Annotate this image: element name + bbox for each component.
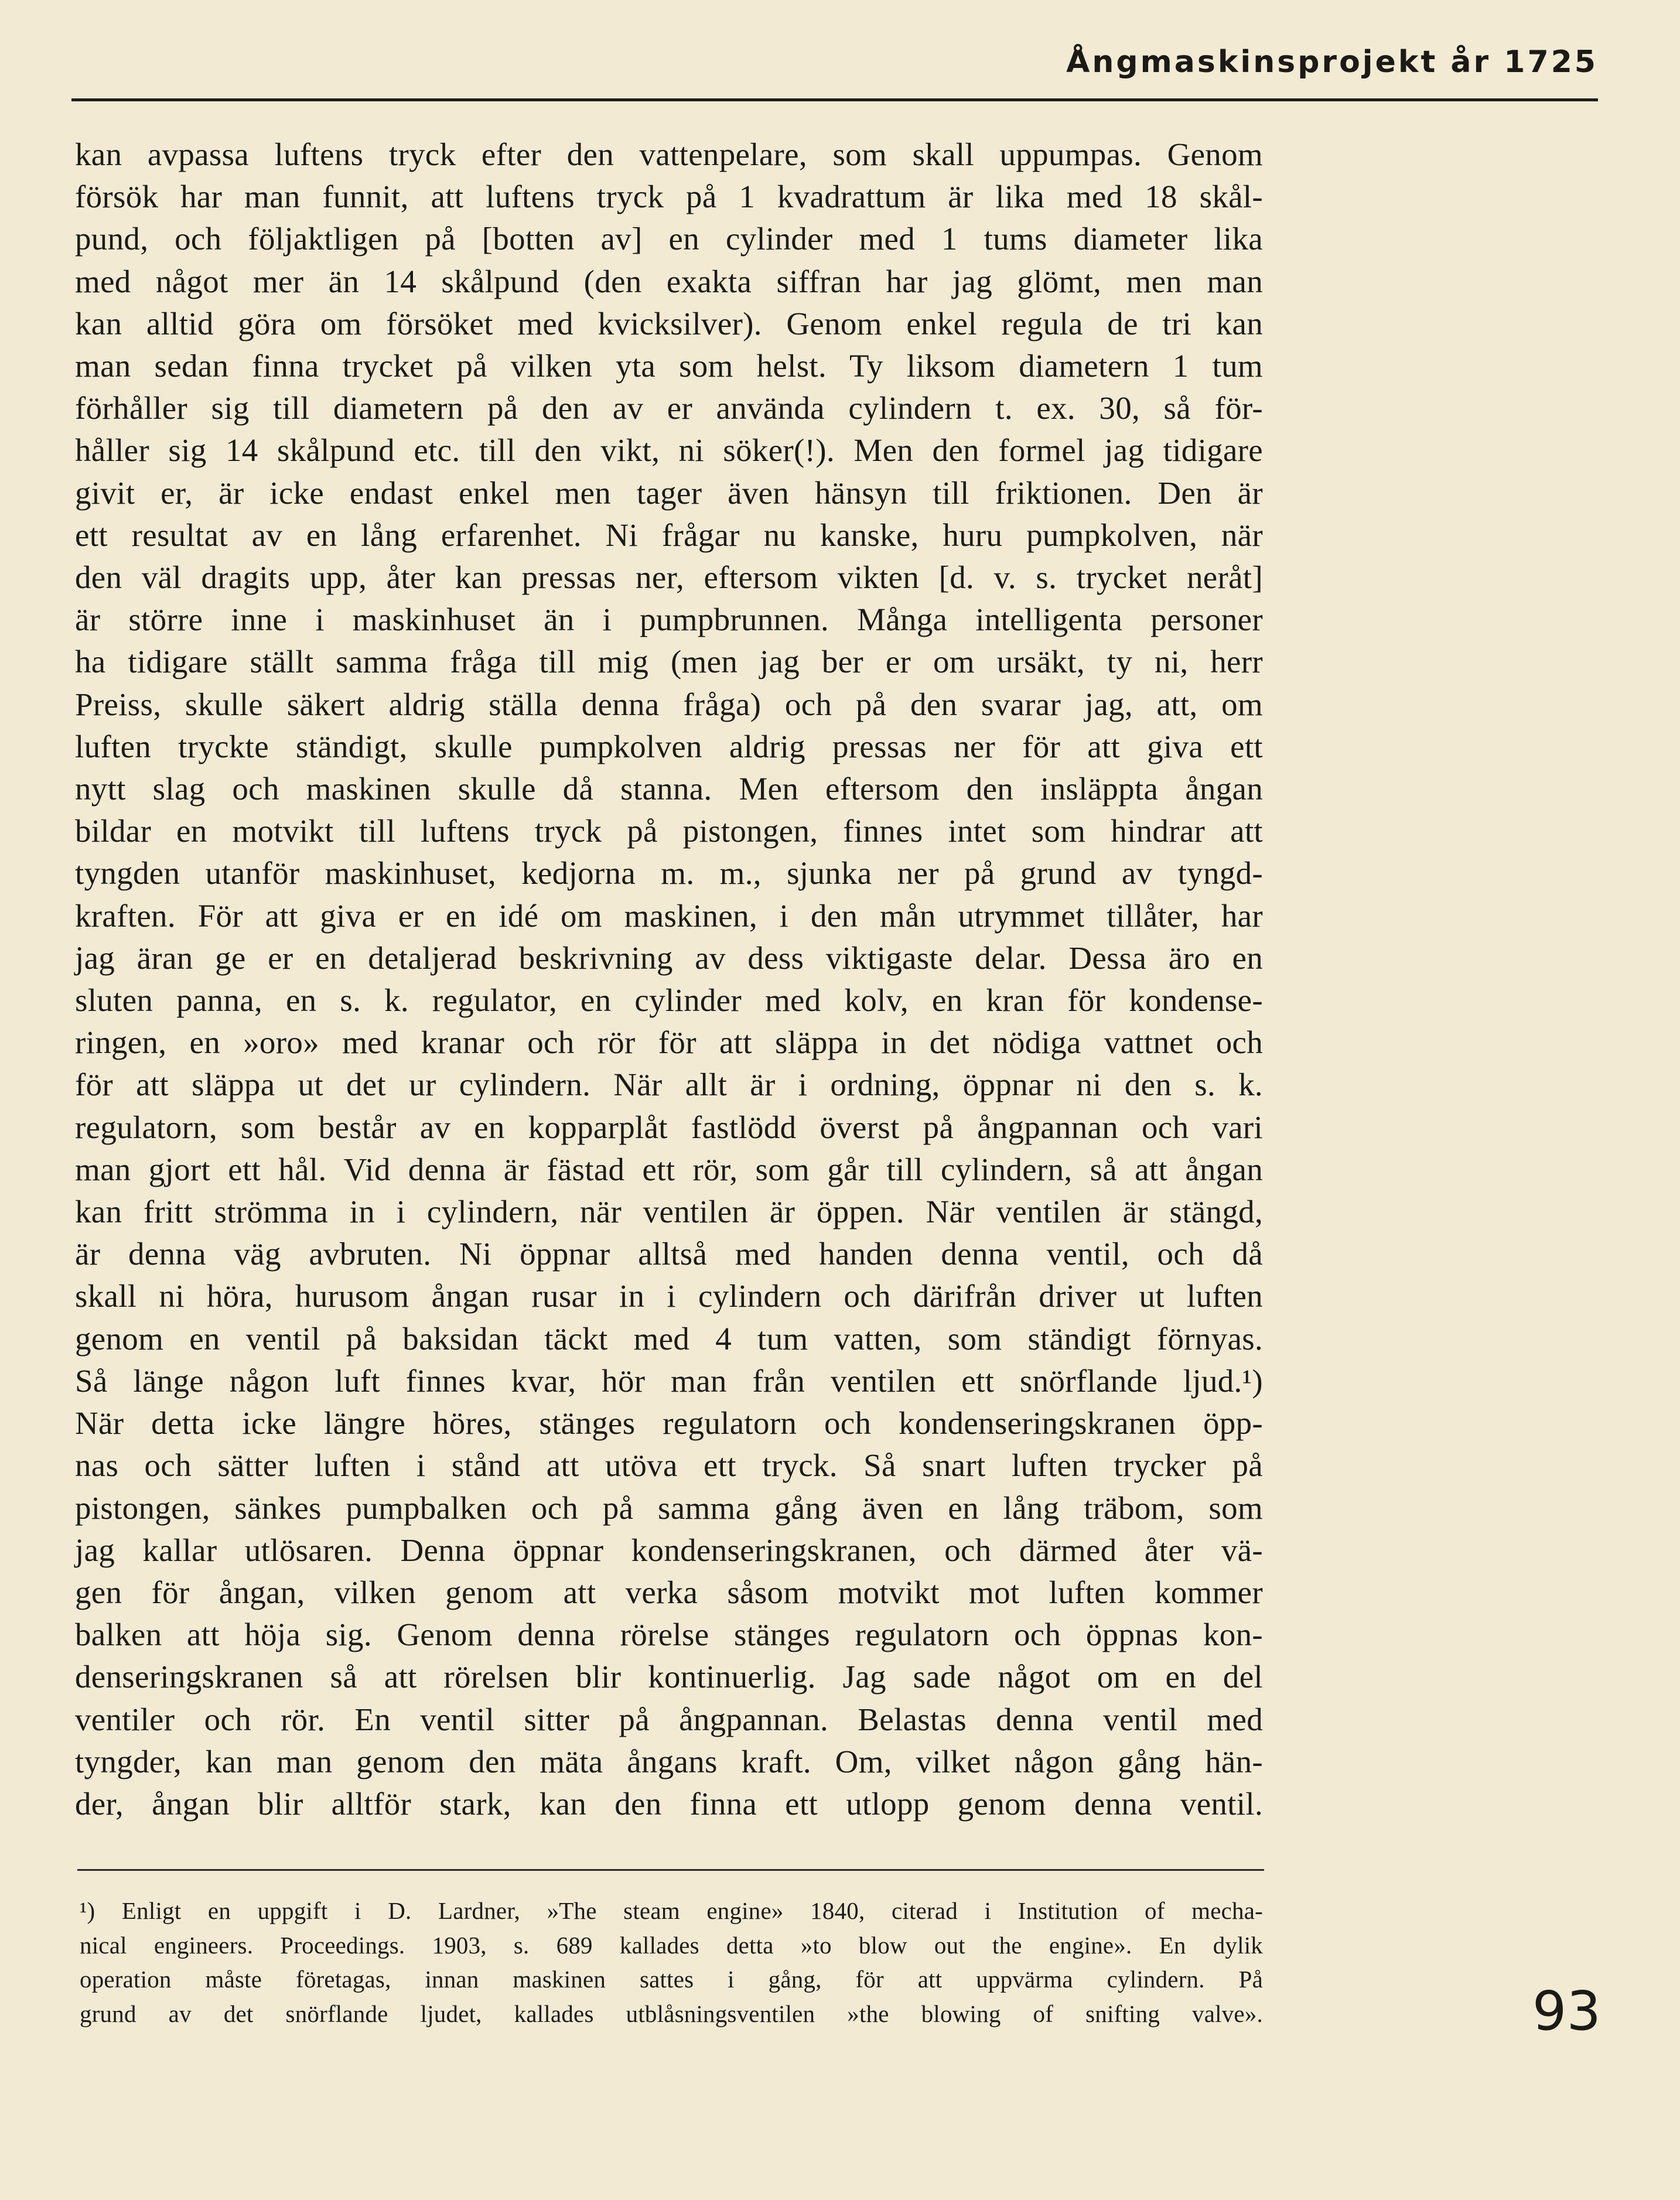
- text-line: denseringskranen så att rörelsen blir kontinuerlig. Jag sade något om en del: [75, 1659, 1263, 1695]
- text-line: nas och sätter luften i stånd att utöva ett tryck. Så snart luften trycker på: [75, 1447, 1263, 1484]
- text-line: kan alltid göra om försöket med kvicksilver). Genom enkel regula de tri kan: [75, 305, 1263, 341]
- text-line: bildar en motvikt till luftens tryck på pistongen, finnes intet som hindrar att: [75, 813, 1263, 849]
- footnote-line: ¹) Enligt en uppgift i D. Lardner, »The steam engine» 1840, citerad i Institution of mecha-: [80, 1897, 1263, 1924]
- text-line: jag äran ge er en detaljerad beskrivning av dess viktigaste delar. Dessa äro en: [75, 940, 1263, 976]
- text-line: genom en ventil på baksidan täckt med 4 tum vatten, som ständigt förnyas.: [75, 1320, 1263, 1357]
- text-line: tyngden utanför maskinhuset, kedjorna m. m., sjunka ner på grund av tyngd-: [75, 855, 1263, 891]
- text-line: man gjort ett hål. Vid denna är fästad ett rör, som går till cylindern, så att ångan: [75, 1151, 1263, 1187]
- text-line: ringen, en »oro» med kranar och rör för att släppa in det nödiga vattnet och: [75, 1024, 1263, 1061]
- page-number: 93: [1532, 1980, 1601, 2042]
- footnote: [80, 1894, 1263, 2031]
- text-line: Så länge någon luft finnes kvar, hör man från ventilen ett snörflande ljud.¹): [75, 1362, 1263, 1399]
- text-line: kan avpassa luftens tryck efter den vattenpelare, som skall uppumpas. Genom: [75, 136, 1263, 172]
- text-line: ett resultat av en lång erfarenhet. Ni frågar nu kanske, huru pumpkolven, när: [75, 517, 1263, 553]
- footnote-line: operation måste företagas, innan maskinen sattes i gång, för att uppvärma cylindern. På: [80, 1966, 1263, 1993]
- text-line: luften tryckte ständigt, skulle pumpkolven aldrig pressas ner för att giva ett: [75, 728, 1263, 764]
- text-line: skall ni höra, hurusom ångan rusar in i cylindern och därifrån driver ut luften: [75, 1278, 1263, 1314]
- footnote-rule: [77, 1869, 1264, 1871]
- text-line: man sedan finna trycket på vilken yta som helst. Ty liksom diametern 1 tum: [75, 348, 1263, 384]
- body-paragraph: [75, 134, 1263, 1825]
- text-line: nytt slag och maskinen skulle då stanna. Men eftersom den insläppta ångan: [75, 771, 1263, 807]
- text-line: jag kallar utlösaren. Denna öppnar kondenseringskranen, och därmed åter vä-: [75, 1532, 1263, 1568]
- text-line: förhåller sig till diametern på den av er använda cylindern t. ex. 30, så för-: [75, 390, 1263, 426]
- text-line: kraften. För att giva er en idé om maskinen, i den mån utrymmet tillåter, har: [75, 897, 1263, 934]
- text-line: pund, och följaktligen på [botten av] en cylinder med 1 tums diameter lika: [75, 221, 1263, 257]
- text-line: pistongen, sänkes pumpbalken och på samma gång även en lång träbom, som: [75, 1490, 1263, 1526]
- body-text: [75, 134, 1263, 1825]
- text-line: den väl dragits upp, åter kan pressas ner, eftersom vikten [d. v. s. trycket neråt]: [75, 559, 1263, 596]
- text-line: ventiler och rör. En ventil sitter på ångpannan. Belastas denna ventil med: [75, 1701, 1263, 1737]
- text-line: Preiss, skulle säkert aldrig ställa denna fråga) och på den svarar jag, att, om: [75, 686, 1263, 722]
- running-title: Ångmaskinsprojekt år 1725: [1066, 45, 1598, 80]
- text-line: är denna väg avbruten. Ni öppnar alltså med handen denna ventil, och då: [75, 1236, 1263, 1272]
- text-line: är större inne i maskinhuset än i pumpbrunnen. Många intelligenta personer: [75, 602, 1263, 638]
- text-line: der, ångan blir alltför stark, kan den finna ett utlopp genom denna ventil.: [75, 1785, 1263, 1822]
- text-line: försök har man funnit, att luftens tryck på 1 kvadrattum är lika med 18 skål-: [75, 179, 1263, 215]
- text-line: givit er, är icke endast enkel men tager även hänsyn till friktionen. Den är: [75, 474, 1263, 511]
- text-line: sluten panna, en s. k. regulator, en cylinder med kolv, en kran för kondense-: [75, 982, 1263, 1019]
- footnote-line: nical engineers. Proceedings. 1903, s. 689 kallades detta »to blow out the engine». En dylik: [80, 1931, 1263, 1959]
- text-line: När detta icke längre höres, stänges regulatorn och kondenseringskranen öpp-: [75, 1405, 1263, 1441]
- text-line: balken att höja sig. Genom denna rörelse stänges regulatorn och öppnas kon-: [75, 1617, 1263, 1653]
- text-line: tyngder, kan man genom den mäta ångans kraft. Om, vilket någon gång hän-: [75, 1743, 1263, 1779]
- text-line: för att släppa ut det ur cylindern. När allt är i ordning, öppnar ni den s. k.: [75, 1067, 1263, 1103]
- text-line: regulatorn, som består av en kopparplåt fastlödd överst på ångpannan och vari: [75, 1109, 1263, 1145]
- text-line: kan fritt strömma in i cylindern, när ventilen är öppen. När ventilen är stängd,: [75, 1194, 1263, 1230]
- text-line: med något mer än 14 skålpund (den exakta siffran har jag glömt, men man: [75, 263, 1263, 299]
- text-line: ha tidigare ställt samma fråga till mig (men jag ber er om ursäkt, ty ni, herr: [75, 644, 1263, 680]
- footnote-line: grund av det snörflande ljudet, kallades utblåsningsventilen »the blowing of snifting valve».: [80, 2000, 1263, 2027]
- text-line: håller sig 14 skålpund etc. till den vikt, ni söker(!). Men den formel jag tidigare: [75, 432, 1263, 469]
- header-rule: [71, 98, 1598, 101]
- text-line: gen för ångan, vilken genom att verka såsom motvikt mot luften kommer: [75, 1574, 1263, 1610]
